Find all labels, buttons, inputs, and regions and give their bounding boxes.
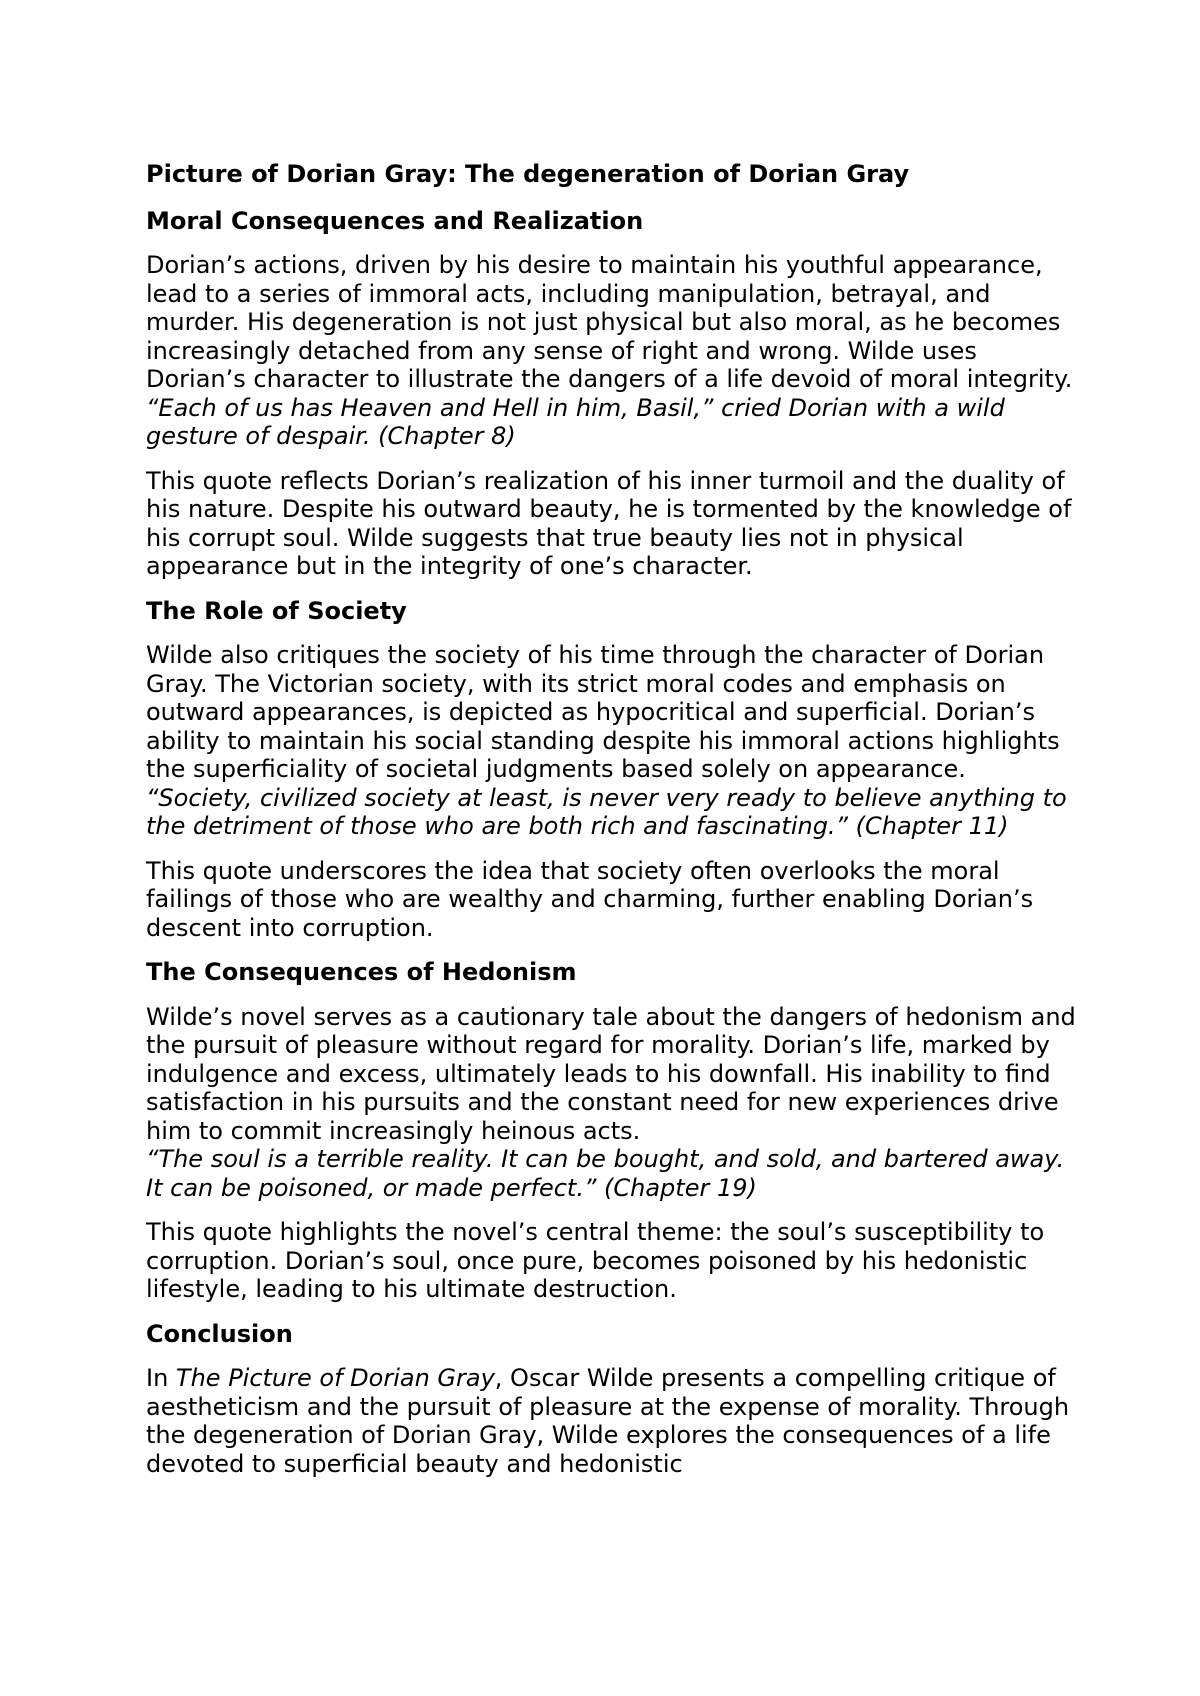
- section-consequences-of-hedonism: [146, 958, 1076, 1304]
- section-heading: The Role of Society: [146, 596, 407, 625]
- quote-paragraph: “The soul is a terrible reality. It can be bought, and sold, and bartered away. It can be poisoned, or made perfect.” (Chapter 19): [146, 1145, 1065, 1202]
- analysis-paragraph: This quote reflects Dorian’s realization of his inner turmoil and the duality of his nature. Despite his outward beauty, he is tormented by the knowledge of his corrupt soul. Wilde suggests that true beauty lies not in physical appearance but in the integrity of one’s character.: [146, 466, 1072, 580]
- quote-paragraph: “Each of us has Heaven and Hell in him, Basil,” cried Dorian with a wild gesture of despair. (Chapter 8): [146, 393, 1005, 450]
- analysis-paragraph: This quote underscores the idea that society often overlooks the moral failings of those who are wealthy and charming, further enabling Dorian’s descent into corruption.: [146, 856, 1034, 942]
- conclusion-text: , Oscar Wilde presents a compelling critique of aestheticism and the pursuit of pleasure at the expense of morality. Through the degeneration of Dorian Gray, Wilde explores the consequences of a life devoted to superficial beauty and hedonistic: [146, 1364, 1070, 1478]
- body-paragraph: Wilde’s novel serves as a cautionary tale about the dangers of hedonism and the pursuit of pleasure without regard for morality. Dorian’s life, marked by indulgence and excess, ultimately leads to his downfall. His inability to find satisfaction in his pursuits and the constant need for new experiences drive him to commit increasingly heinous acts.: [146, 1002, 1076, 1145]
- book-title: The Picture of Dorian Gray: [175, 1364, 495, 1392]
- section-moral-consequences: [146, 207, 1076, 581]
- section-conclusion: [146, 1320, 1076, 1479]
- analysis-block: [146, 857, 1076, 943]
- conclusion-paragraph: [146, 1364, 1076, 1478]
- analysis-block: [146, 1218, 1076, 1304]
- paragraph-block: [146, 1003, 1076, 1203]
- body-paragraph: Wilde also critiques the society of his time through the character of Dorian Gray. The Victorian society, with its strict moral codes and emphasis on outward appearances, is depicted as hypocritical and superficial. Dorian’s ability to maintain his social standing despite his immoral actions highlights the superficiality of societal judgments based solely on appearance.: [146, 641, 1060, 783]
- conclusion-prefix: In: [146, 1364, 176, 1392]
- quote-paragraph: “Society, civilized society at least, is never very ready to believe anything to the detriment of those who are both rich and fascinating.” (Chapter 11): [146, 783, 1067, 840]
- document-page: [146, 160, 1076, 1478]
- section-heading: Conclusion: [146, 1319, 293, 1348]
- paragraph-block: [146, 641, 1076, 841]
- section-heading: Moral Consequences and Realization: [146, 206, 644, 235]
- section-role-of-society: [146, 597, 1076, 943]
- paragraph-block: [146, 251, 1076, 451]
- section-heading: The Consequences of Hedonism: [146, 958, 577, 986]
- analysis-block: [146, 467, 1076, 581]
- document-title: Picture of Dorian Gray: The degeneration of Dorian Gray: [146, 160, 910, 188]
- body-paragraph: Dorian’s actions, driven by his desire to maintain his youthful appearance, lead to a series of immoral acts, including manipulation, betrayal, and murder. His degeneration is not just physical but also moral, as he becomes increasingly detached from any sense of right and wrong. Wilde uses Dorian’s character to illustrate the dangers of a life devoid of moral integrity.: [146, 251, 1073, 393]
- analysis-paragraph: This quote highlights the novel’s central theme: the soul’s susceptibility to corruption. Dorian’s soul, once pure, becomes poisoned by his hedonistic lifestyle, leading to his ultimate destruction.: [146, 1218, 1045, 1303]
